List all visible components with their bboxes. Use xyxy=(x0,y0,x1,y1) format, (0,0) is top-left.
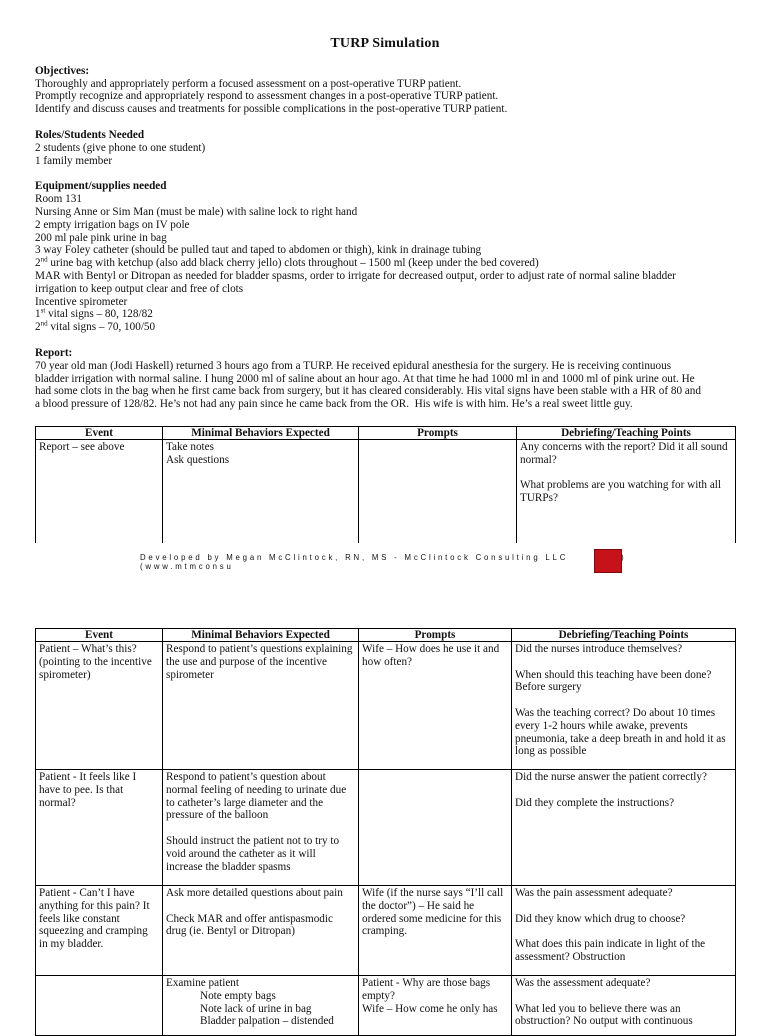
scenario-table-2 xyxy=(35,628,736,1036)
report-section xyxy=(35,347,735,411)
cell-debrief: Was the pain assessment adequate? Did they know which drug to choose? What does this pain indicate in light of the assessment? Obstruction xyxy=(512,886,736,976)
footer-text: Developed by Megan McClintock, RN, MS - McClintock Consulting LLC (www.mtmconsu xyxy=(140,553,569,571)
report-line: 70 year old man (Jodi Haskell) returned 3 hours ago from a TURP. He received epidural anesthesia for the surgery. He is receiving continuous xyxy=(35,359,672,372)
cell-event xyxy=(36,976,163,1036)
cell-prompts: Wife (if the nurse says “I’ll call the doctor”) – He said he ordered some medicine for this cramping. xyxy=(359,886,512,976)
objectives-section xyxy=(35,65,735,116)
equipment-line: irrigation to keep output clear and free of clots xyxy=(35,282,244,295)
document-page xyxy=(35,0,735,424)
roles-section xyxy=(35,129,735,167)
equipment-line: 3 way Foley catheter (should be pulled taut and taped to abdomen or thigh), kink in drainage tubing xyxy=(35,244,482,257)
cell-debrief: Did the nurses introduce themselves? When should this teaching have been done? Before surgery Was the teaching correct? Do about 10 times every 1-2 hours while awake, prevents pneumonia, take a deep breath in and hold it as long as possible xyxy=(512,642,736,770)
equipment-line: Room 131 xyxy=(35,193,82,206)
equipment-line: Nursing Anne or Sim Man (must be male) with saline lock to right hand xyxy=(35,205,358,218)
cell-behaviors: Respond to patient’s questions explaining the use and purpose of the incentive spirometer xyxy=(163,642,359,770)
report-line: a blood pressure of 128/82. He’s not had any pain since he came back from the OR. His wife is with him. He’s a real sweet little guy. xyxy=(35,398,633,411)
equipment-line: 200 ml pale pink urine in bag xyxy=(35,231,167,244)
vital-signs-1: 1st vital signs – 80, 128/82 xyxy=(35,306,153,321)
objectives-heading: Objectives: xyxy=(35,64,90,77)
table-row xyxy=(36,976,736,1036)
header-prompts: Prompts xyxy=(359,629,512,642)
page-footer xyxy=(140,553,640,571)
cell-behaviors: Ask more detailed questions about pain Check MAR and offer antispasmodic drug (ie. Bentyl or Ditropan) xyxy=(163,886,359,976)
cell-debrief: Was the assessment adequate? What led you to believe there was an obstruction? No output with continuous xyxy=(512,976,736,1036)
cell-prompts xyxy=(359,440,517,544)
report-line: had some clots in the bag when he first came back from surgery, but it has cleared considerably. His vital signs have been stable with a HR of 80 and xyxy=(35,385,701,398)
table-row xyxy=(36,440,736,544)
table-row xyxy=(36,886,736,976)
roles-heading: Roles/Students Needed xyxy=(35,128,145,141)
document-title: TURP Simulation xyxy=(330,36,440,51)
report-heading: Report: xyxy=(35,346,73,359)
footer-end: ) xyxy=(621,553,624,562)
vital-signs-2: 2nd vital signs – 70, 100/50 xyxy=(35,319,156,334)
scenario-table-1 xyxy=(35,426,736,543)
table-header-row xyxy=(36,427,736,440)
header-event: Event xyxy=(36,629,163,642)
cell-event: Patient – What’s this? (pointing to the incentive spirometer) xyxy=(36,642,163,770)
cell-behaviors: Respond to patient’s question about normal feeling of needing to urinate due to catheter’s large diameter and the pressure of the balloon Should instruct the patient not to try to void around the catheter as it will increase the bladder spasms xyxy=(163,770,359,886)
equipment-line: MAR with Bentyl or Ditropan as needed for bladder spasms, order to irrigate for decreased output, order to adjust rate of normal saline bladder xyxy=(35,269,676,282)
equipment-line: Incentive spirometer xyxy=(35,295,128,308)
table-row xyxy=(36,642,736,770)
cell-prompts: Wife – How does he use it and how often? xyxy=(359,642,512,770)
equipment-section xyxy=(35,180,735,334)
cell-behaviors: Examine patient Note empty bags Note lack of urine in bag Bladder palpation – distended xyxy=(163,976,359,1036)
table-row xyxy=(36,770,736,886)
cell-prompts: Patient - Why are those bags empty? Wife – How come he only has xyxy=(359,976,512,1036)
header-prompts: Prompts xyxy=(359,427,517,440)
header-event: Event xyxy=(36,427,163,440)
equipment-heading: Equipment/supplies needed xyxy=(35,180,167,193)
objective-line: Thoroughly and appropriately perform a focused assessment on a post-operative TURP patient. xyxy=(35,77,462,90)
header-debrief: Debriefing/Teaching Points xyxy=(517,427,736,440)
objective-line: Identify and discuss causes and treatments for possible complications in the post-operative TURP patient. xyxy=(35,103,508,116)
roles-line: 1 family member xyxy=(35,154,113,167)
header-behaviors: Minimal Behaviors Expected xyxy=(163,427,359,440)
consulting-logo-icon xyxy=(594,549,622,573)
objective-line: Promptly recognize and appropriately respond to assessment changes in a post-operative TURP patient. xyxy=(35,90,499,103)
roles-line: 2 students (give phone to one student) xyxy=(35,141,206,154)
cell-debrief: Any concerns with the report? Did it all sound normal? What problems are you watching for with all TURPs? xyxy=(517,440,736,544)
cell-event: Patient - Can’t I have anything for this pain? It feels like constant squeezing and cramping in my bladder. xyxy=(36,886,163,976)
equipment-line: 2 empty irrigation bags on IV pole xyxy=(35,218,190,231)
cell-debrief: Did the nurse answer the patient correctly? Did they complete the instructions? xyxy=(512,770,736,886)
cell-behaviors: Take notes Ask questions xyxy=(163,440,359,544)
header-debrief: Debriefing/Teaching Points xyxy=(512,629,736,642)
header-behaviors: Minimal Behaviors Expected xyxy=(163,629,359,642)
equipment-line-urine-bag: 2nd urine bag with ketchup (also add black cherry jello) clots throughout – 1500 ml (keep under the bed covered) xyxy=(35,255,539,270)
cell-event: Report – see above xyxy=(36,440,163,544)
cell-event: Patient - It feels like I have to pee. Is that normal? xyxy=(36,770,163,886)
cell-prompts xyxy=(359,770,512,886)
report-line: bladder irrigation with normal saline. I hung 2000 ml of saline about an hour ago. At that time he had 1000 ml in and 1000 ml of pink urine out. He xyxy=(35,372,695,385)
table-header-row xyxy=(36,629,736,642)
